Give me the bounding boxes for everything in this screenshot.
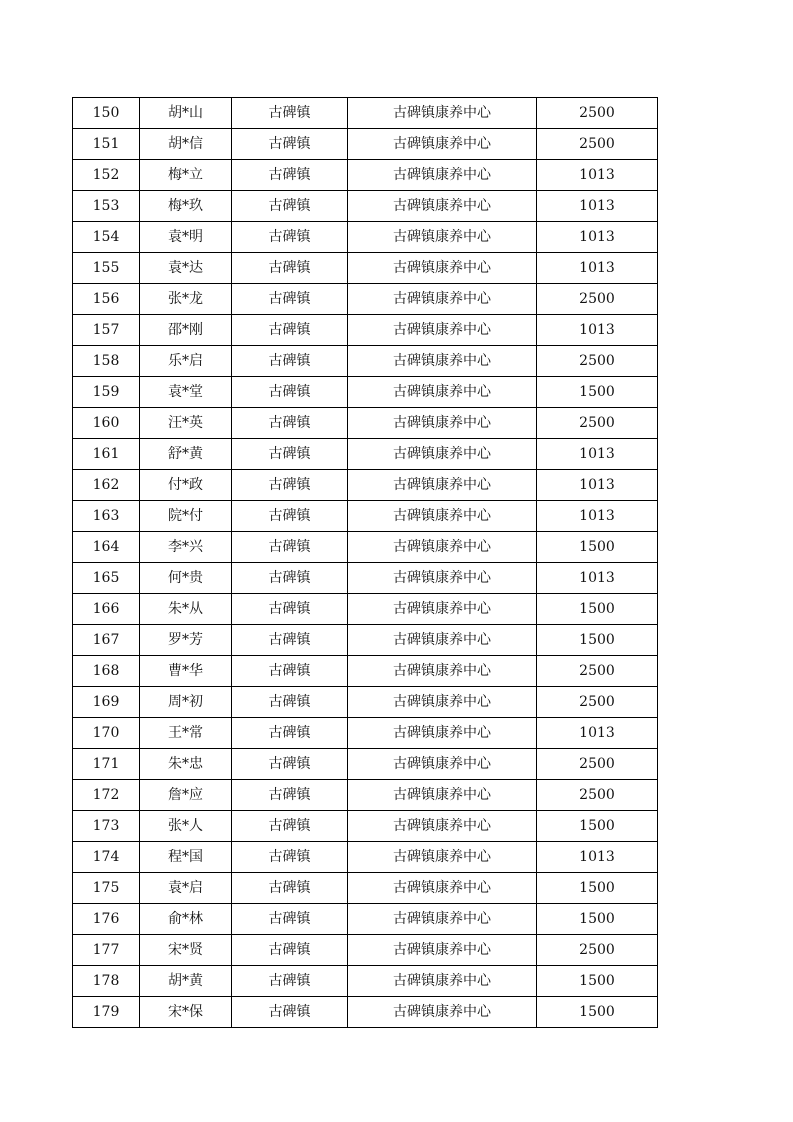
row-number-cell: 158 <box>73 346 140 377</box>
care-center-cell: 古碑镇康养中心 <box>348 532 537 563</box>
table-row <box>73 935 658 966</box>
town-cell: 古碑镇 <box>232 687 348 718</box>
town-cell: 古碑镇 <box>232 253 348 284</box>
table-row <box>73 191 658 222</box>
amount-cell: 2500 <box>537 284 658 315</box>
amount-cell: 1013 <box>537 439 658 470</box>
town-cell: 古碑镇 <box>232 284 348 315</box>
amount-cell: 2500 <box>537 780 658 811</box>
person-name-cell: 程*国 <box>140 842 232 873</box>
row-number-cell: 151 <box>73 129 140 160</box>
amount-cell: 1013 <box>537 160 658 191</box>
town-cell: 古碑镇 <box>232 935 348 966</box>
amount-cell: 2500 <box>537 98 658 129</box>
care-center-cell: 古碑镇康养中心 <box>348 501 537 532</box>
town-cell: 古碑镇 <box>232 315 348 346</box>
town-cell: 古碑镇 <box>232 160 348 191</box>
person-name-cell: 俞*林 <box>140 904 232 935</box>
town-cell: 古碑镇 <box>232 594 348 625</box>
town-cell: 古碑镇 <box>232 873 348 904</box>
amount-cell: 2500 <box>537 656 658 687</box>
table-row <box>73 439 658 470</box>
person-name-cell: 曹*华 <box>140 656 232 687</box>
person-name-cell: 袁*堂 <box>140 377 232 408</box>
town-cell: 古碑镇 <box>232 129 348 160</box>
person-name-cell: 舒*黄 <box>140 439 232 470</box>
amount-cell: 1013 <box>537 718 658 749</box>
row-number-cell: 175 <box>73 873 140 904</box>
row-number-cell: 155 <box>73 253 140 284</box>
amount-cell: 2500 <box>537 687 658 718</box>
row-number-cell: 162 <box>73 470 140 501</box>
row-number-cell: 166 <box>73 594 140 625</box>
row-number-cell: 156 <box>73 284 140 315</box>
care-center-cell: 古碑镇康养中心 <box>348 98 537 129</box>
row-number-cell: 160 <box>73 408 140 439</box>
table-row <box>73 501 658 532</box>
care-center-cell: 古碑镇康养中心 <box>348 470 537 501</box>
table-row <box>73 160 658 191</box>
row-number-cell: 177 <box>73 935 140 966</box>
town-cell: 古碑镇 <box>232 470 348 501</box>
amount-cell: 1500 <box>537 966 658 997</box>
amount-cell: 2500 <box>537 346 658 377</box>
row-number-cell: 171 <box>73 749 140 780</box>
amount-cell: 1013 <box>537 253 658 284</box>
town-cell: 古碑镇 <box>232 780 348 811</box>
row-number-cell: 176 <box>73 904 140 935</box>
care-center-cell: 古碑镇康养中心 <box>348 377 537 408</box>
person-name-cell: 何*贵 <box>140 563 232 594</box>
table-row <box>73 780 658 811</box>
amount-cell: 1500 <box>537 625 658 656</box>
care-center-cell: 古碑镇康养中心 <box>348 656 537 687</box>
care-center-cell: 古碑镇康养中心 <box>348 222 537 253</box>
amount-cell: 1013 <box>537 191 658 222</box>
amount-cell: 1500 <box>537 594 658 625</box>
row-number-cell: 154 <box>73 222 140 253</box>
row-number-cell: 165 <box>73 563 140 594</box>
town-cell: 古碑镇 <box>232 408 348 439</box>
town-cell: 古碑镇 <box>232 98 348 129</box>
table-row <box>73 222 658 253</box>
table-row <box>73 315 658 346</box>
row-number-cell: 164 <box>73 532 140 563</box>
person-name-cell: 周*初 <box>140 687 232 718</box>
row-number-cell: 163 <box>73 501 140 532</box>
amount-cell: 2500 <box>537 408 658 439</box>
care-center-cell: 古碑镇康养中心 <box>348 191 537 222</box>
town-cell: 古碑镇 <box>232 966 348 997</box>
care-center-cell: 古碑镇康养中心 <box>348 935 537 966</box>
town-cell: 古碑镇 <box>232 346 348 377</box>
amount-cell: 1013 <box>537 222 658 253</box>
table-row <box>73 966 658 997</box>
table-row <box>73 377 658 408</box>
town-cell: 古碑镇 <box>232 749 348 780</box>
amount-cell: 1500 <box>537 532 658 563</box>
row-number-cell: 174 <box>73 842 140 873</box>
table-row <box>73 470 658 501</box>
table-row <box>73 625 658 656</box>
person-name-cell: 宋*贤 <box>140 935 232 966</box>
care-center-cell: 古碑镇康养中心 <box>348 842 537 873</box>
row-number-cell: 172 <box>73 780 140 811</box>
amount-cell: 1500 <box>537 873 658 904</box>
row-number-cell: 157 <box>73 315 140 346</box>
town-cell: 古碑镇 <box>232 842 348 873</box>
person-name-cell: 乐*启 <box>140 346 232 377</box>
care-center-cell: 古碑镇康养中心 <box>348 129 537 160</box>
person-name-cell: 付*政 <box>140 470 232 501</box>
person-name-cell: 李*兴 <box>140 532 232 563</box>
row-number-cell: 169 <box>73 687 140 718</box>
person-name-cell: 袁*达 <box>140 253 232 284</box>
care-center-cell: 古碑镇康养中心 <box>348 997 537 1028</box>
care-center-cell: 古碑镇康养中心 <box>348 346 537 377</box>
table-row <box>73 253 658 284</box>
town-cell: 古碑镇 <box>232 222 348 253</box>
person-name-cell: 汪*英 <box>140 408 232 439</box>
care-center-cell: 古碑镇康养中心 <box>348 160 537 191</box>
row-number-cell: 161 <box>73 439 140 470</box>
care-center-cell: 古碑镇康养中心 <box>348 811 537 842</box>
table-row <box>73 687 658 718</box>
table-row <box>73 532 658 563</box>
row-number-cell: 167 <box>73 625 140 656</box>
roster-table-body <box>73 98 658 1028</box>
person-name-cell: 王*常 <box>140 718 232 749</box>
town-cell: 古碑镇 <box>232 625 348 656</box>
care-center-cell: 古碑镇康养中心 <box>348 253 537 284</box>
town-cell: 古碑镇 <box>232 377 348 408</box>
row-number-cell: 179 <box>73 997 140 1028</box>
care-center-cell: 古碑镇康养中心 <box>348 904 537 935</box>
care-center-cell: 古碑镇康养中心 <box>348 873 537 904</box>
amount-cell: 1500 <box>537 377 658 408</box>
town-cell: 古碑镇 <box>232 501 348 532</box>
person-name-cell: 朱*从 <box>140 594 232 625</box>
amount-cell: 2500 <box>537 749 658 780</box>
person-name-cell: 梅*玖 <box>140 191 232 222</box>
amount-cell: 2500 <box>537 935 658 966</box>
amount-cell: 2500 <box>537 129 658 160</box>
care-center-cell: 古碑镇康养中心 <box>348 718 537 749</box>
person-name-cell: 梅*立 <box>140 160 232 191</box>
amount-cell: 1013 <box>537 470 658 501</box>
table-row <box>73 129 658 160</box>
table-row <box>73 408 658 439</box>
amount-cell: 1013 <box>537 842 658 873</box>
amount-cell: 1013 <box>537 315 658 346</box>
care-center-cell: 古碑镇康养中心 <box>348 780 537 811</box>
table-row <box>73 811 658 842</box>
table-row <box>73 749 658 780</box>
town-cell: 古碑镇 <box>232 532 348 563</box>
amount-cell: 1500 <box>537 997 658 1028</box>
care-center-cell: 古碑镇康养中心 <box>348 749 537 780</box>
table-row <box>73 594 658 625</box>
town-cell: 古碑镇 <box>232 439 348 470</box>
person-name-cell: 院*付 <box>140 501 232 532</box>
person-name-cell: 宋*保 <box>140 997 232 1028</box>
row-number-cell: 173 <box>73 811 140 842</box>
person-name-cell: 张*龙 <box>140 284 232 315</box>
person-name-cell: 詹*应 <box>140 780 232 811</box>
town-cell: 古碑镇 <box>232 718 348 749</box>
table-row <box>73 904 658 935</box>
table-row <box>73 842 658 873</box>
person-name-cell: 袁*明 <box>140 222 232 253</box>
care-center-cell: 古碑镇康养中心 <box>348 315 537 346</box>
person-name-cell: 胡*山 <box>140 98 232 129</box>
person-name-cell: 胡*黄 <box>140 966 232 997</box>
town-cell: 古碑镇 <box>232 904 348 935</box>
amount-cell: 1013 <box>537 501 658 532</box>
care-center-cell: 古碑镇康养中心 <box>348 594 537 625</box>
care-center-cell: 古碑镇康养中心 <box>348 625 537 656</box>
table-row <box>73 284 658 315</box>
amount-cell: 1500 <box>537 904 658 935</box>
amount-cell: 1500 <box>537 811 658 842</box>
care-center-cell: 古碑镇康养中心 <box>348 284 537 315</box>
care-center-cell: 古碑镇康养中心 <box>348 439 537 470</box>
row-number-cell: 178 <box>73 966 140 997</box>
table-row <box>73 656 658 687</box>
town-cell: 古碑镇 <box>232 997 348 1028</box>
care-center-cell: 古碑镇康养中心 <box>348 966 537 997</box>
row-number-cell: 159 <box>73 377 140 408</box>
table-row <box>73 873 658 904</box>
row-number-cell: 150 <box>73 98 140 129</box>
care-center-cell: 古碑镇康养中心 <box>348 563 537 594</box>
table-row <box>73 563 658 594</box>
person-name-cell: 邵*刚 <box>140 315 232 346</box>
person-name-cell: 朱*忠 <box>140 749 232 780</box>
town-cell: 古碑镇 <box>232 656 348 687</box>
amount-cell: 1013 <box>537 563 658 594</box>
town-cell: 古碑镇 <box>232 811 348 842</box>
row-number-cell: 168 <box>73 656 140 687</box>
table-row <box>73 346 658 377</box>
table-row <box>73 997 658 1028</box>
person-name-cell: 张*人 <box>140 811 232 842</box>
table-row <box>73 98 658 129</box>
person-name-cell: 罗*芳 <box>140 625 232 656</box>
person-name-cell: 胡*信 <box>140 129 232 160</box>
care-center-cell: 古碑镇康养中心 <box>348 408 537 439</box>
town-cell: 古碑镇 <box>232 191 348 222</box>
person-name-cell: 袁*启 <box>140 873 232 904</box>
table-row <box>73 718 658 749</box>
care-center-cell: 古碑镇康养中心 <box>348 687 537 718</box>
row-number-cell: 153 <box>73 191 140 222</box>
town-cell: 古碑镇 <box>232 563 348 594</box>
row-number-cell: 152 <box>73 160 140 191</box>
row-number-cell: 170 <box>73 718 140 749</box>
roster-table <box>72 97 658 1028</box>
